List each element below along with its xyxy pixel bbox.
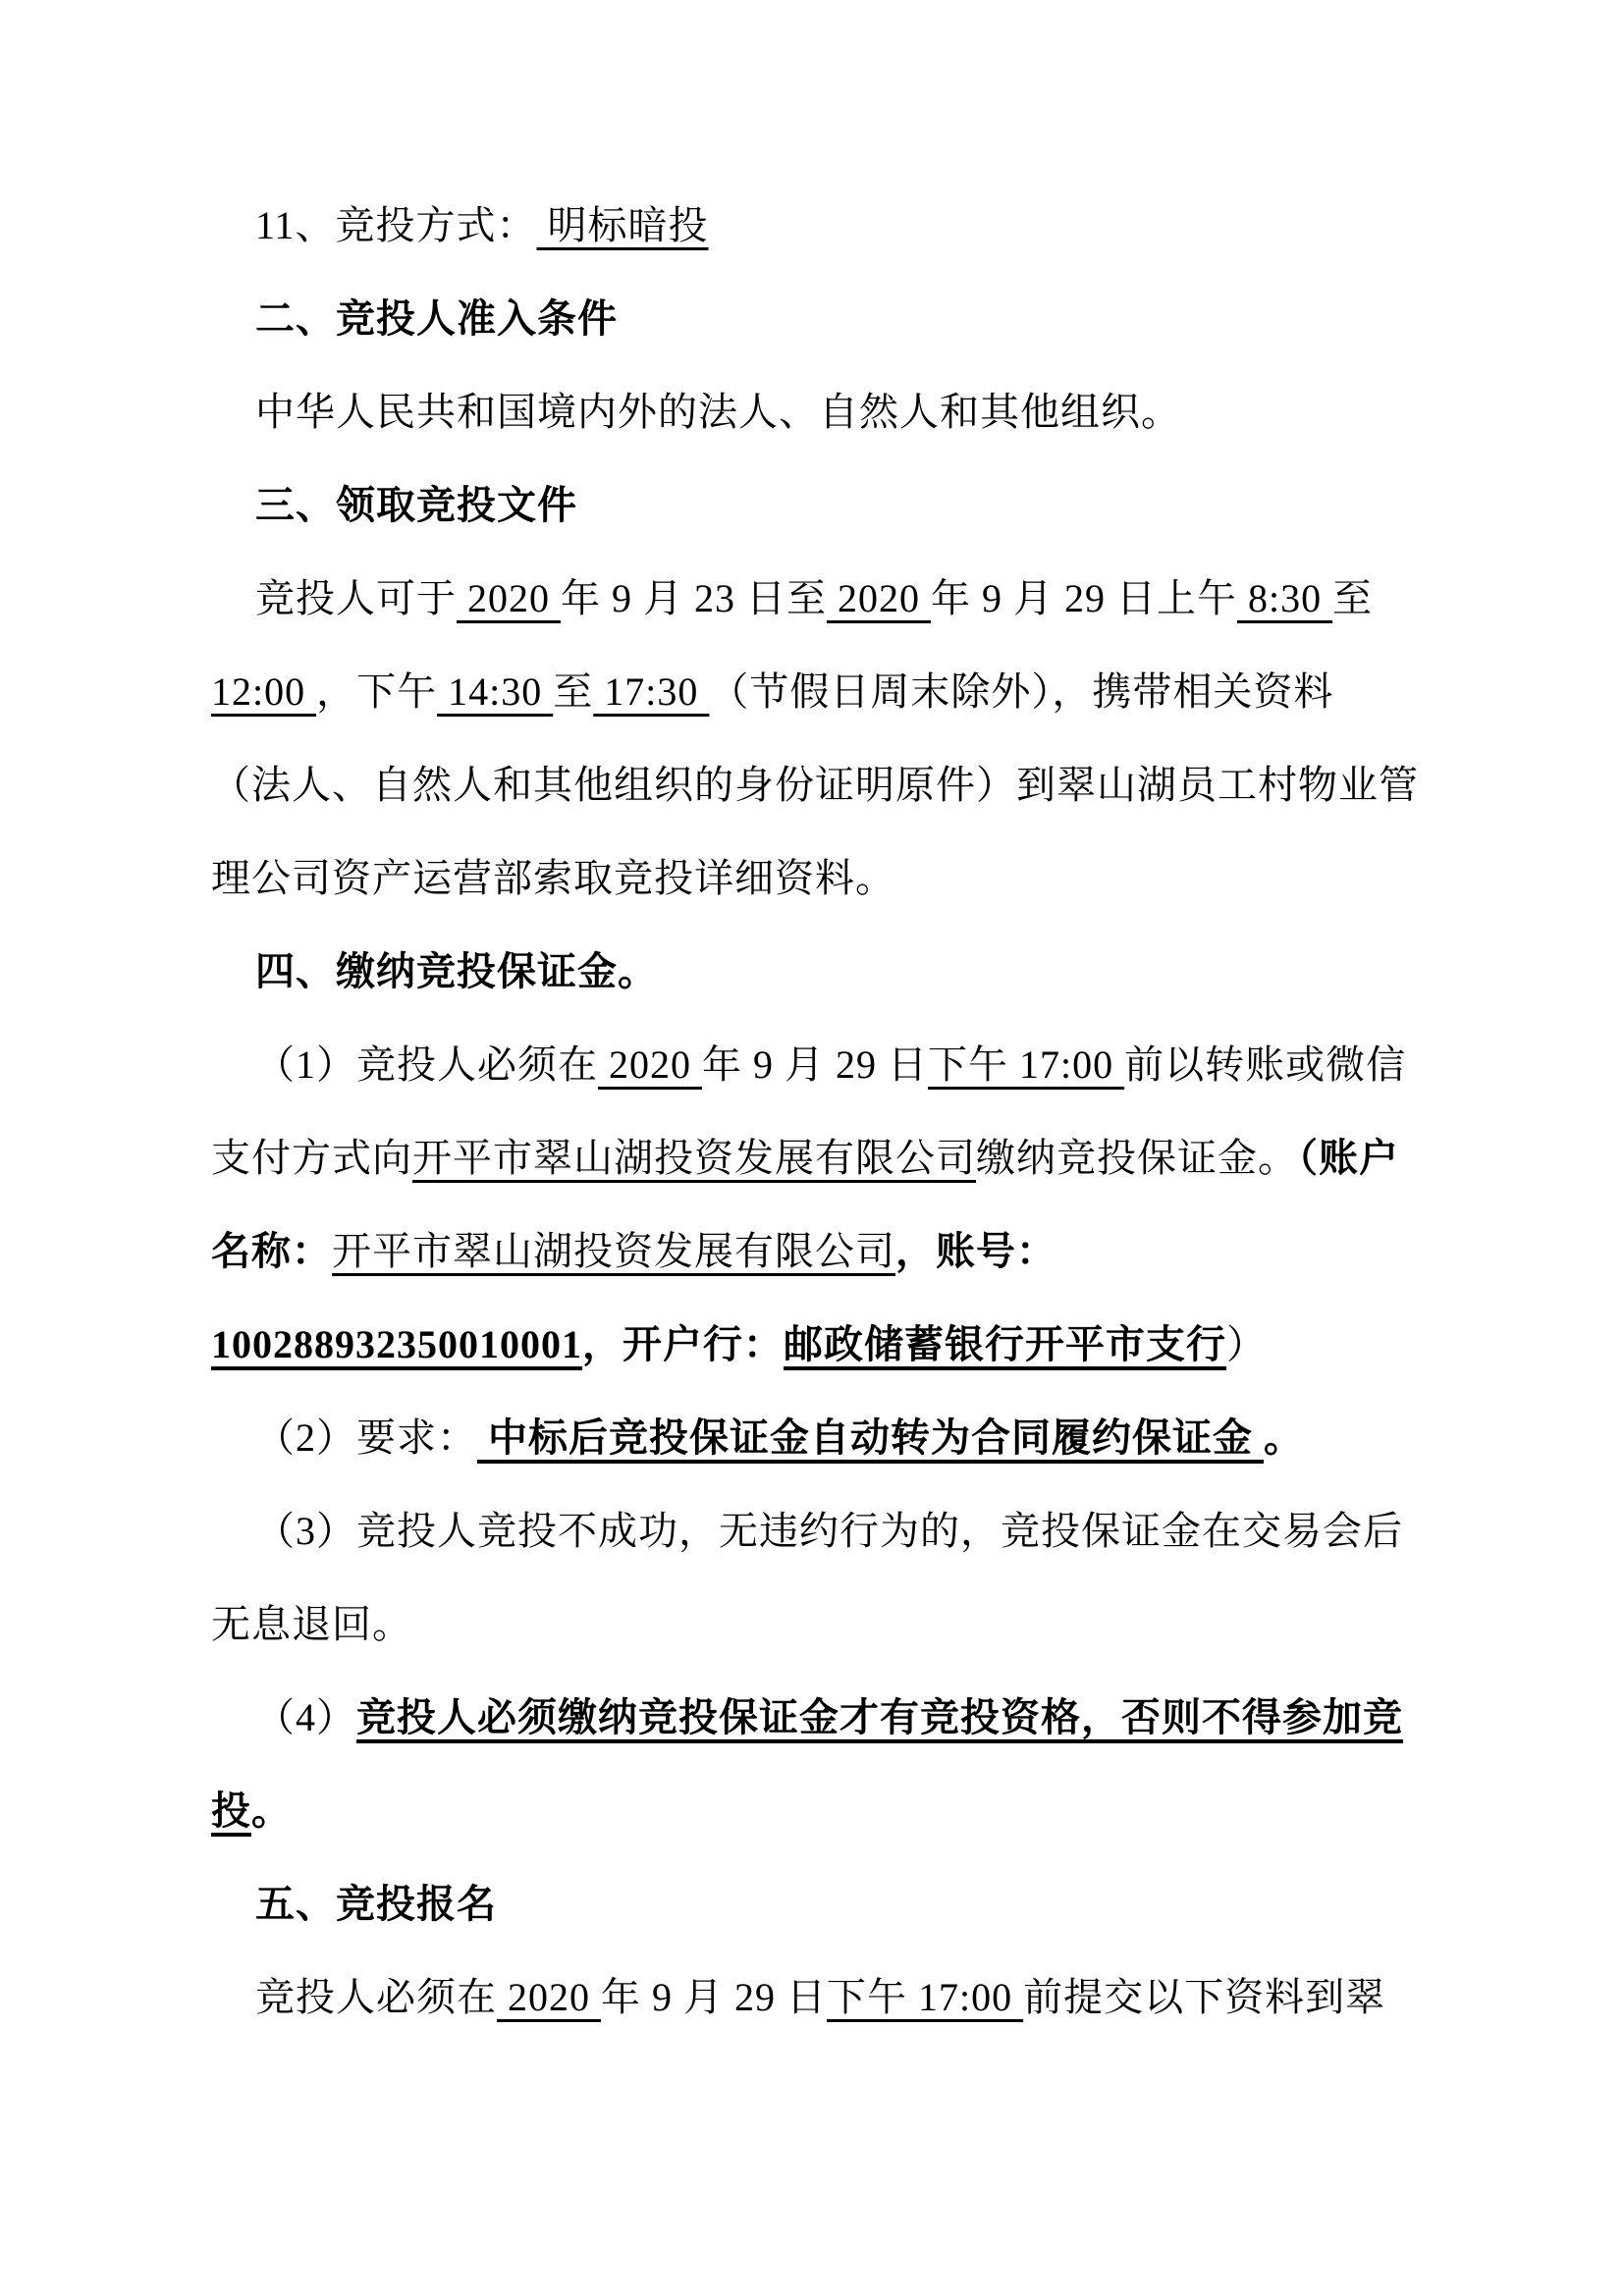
text-run: 支付方式向 (211, 1136, 412, 1180)
text-run: 前以转账或微信 (1124, 1042, 1407, 1087)
text-run: 竞投人必须在 (255, 1975, 497, 2019)
heading-text: 四、缴纳竞投保证金 (255, 949, 618, 993)
heading-text: 三、领取竞投文件 (255, 483, 577, 527)
text-run-bold: 。 (1264, 1415, 1304, 1460)
text-run: ，下午 (316, 669, 438, 714)
text-run-underlined: 14:30 (437, 669, 554, 714)
text-run-underlined: 12:00 (211, 669, 317, 714)
text-run-underlined: 2020 (598, 1042, 702, 1087)
text-run-underlined: 8:30 (1237, 576, 1333, 620)
text-run-underlined: 下午 17:00 (928, 1042, 1125, 1087)
text-run: 年 9 月 29 日上午 (931, 576, 1237, 620)
text-run: （2）要求： (255, 1415, 477, 1460)
line-item-11 (211, 179, 1429, 272)
text-run: 至 (553, 669, 594, 714)
text-run: （4） (255, 1695, 356, 1739)
text-run: 年 9 月 29 日 (601, 1975, 827, 2019)
text-run: ） (1226, 1322, 1267, 1366)
paragraph-line (211, 365, 1429, 458)
text-run: 理公司资产运营部索取竞投详细资料。 (211, 856, 895, 900)
text-run-bold: ，开户行： (582, 1322, 784, 1366)
paragraph-line (211, 831, 1429, 925)
text-run: （3）竞投人竞投不成功，无违约行为的，竞投保证金在交易会后 (255, 1509, 1403, 1553)
text-run-bold: 名称： (211, 1229, 332, 1273)
text-run-bold: （账户 (1298, 1136, 1399, 1180)
text-run: 前提交以下资料到翠 (1023, 1975, 1386, 2019)
text-run: 中华人民共和国境内外的法人、自然人和其他组织。 (255, 390, 1181, 434)
text-run-underlined: 2020 (457, 576, 561, 620)
paragraph-line (211, 1391, 1429, 1484)
text-run-underlined: 下午 17:00 (827, 1975, 1024, 2019)
paragraph-line (211, 1298, 1429, 1391)
text-run-bold-underlined: 竞投人必须缴纳竞投保证金才有竞投资格，否则不得参加竞 (356, 1695, 1403, 1739)
document-content (211, 179, 1429, 2044)
paragraph-line (211, 738, 1429, 831)
text-run: （法人、自然人和其他组织的身份证明原件）到翠山湖员工村物业管 (211, 763, 1419, 807)
text-run-bold-underlined: 投 (211, 1789, 251, 1833)
text-run-underlined: 明标暗投 (536, 203, 709, 247)
text-run: 11、竞投方式： (255, 203, 537, 247)
text-run: 年 9 月 23 日至 (561, 576, 827, 620)
text-run-bold: ，账号： (895, 1229, 1056, 1273)
bank-name: 邮政储蓄银行开平市支行 (784, 1322, 1226, 1366)
section-heading-3 (211, 458, 1429, 552)
text-run: 缴纳竞投保证金。 (976, 1136, 1298, 1180)
text-run-bold: 。 (251, 1789, 292, 1833)
text-run: （1）竞投人必须在 (255, 1042, 598, 1087)
paragraph-line (211, 1018, 1429, 1111)
paragraph-line (211, 1671, 1429, 1764)
paragraph-line (211, 1484, 1429, 1577)
paragraph-line (211, 645, 1429, 738)
section-heading-2 (211, 272, 1429, 365)
text-run-underlined: 2020 (827, 576, 931, 620)
text-run-underlined: 开平市翠山湖投资发展有限公司 (332, 1229, 895, 1273)
text-run-bold-underlined: 中标后竞投保证金自动转为合同履约保证金 (477, 1415, 1264, 1460)
account-number: 100288932350010001 (211, 1322, 582, 1366)
text-run-underlined: 开平市翠山湖投资发展有限公司 (412, 1136, 976, 1180)
paragraph-line (211, 1577, 1429, 1671)
paragraph-line (211, 1950, 1429, 2044)
paragraph-line (211, 1204, 1429, 1298)
paragraph-line (211, 1111, 1429, 1204)
paragraph-line (211, 1764, 1429, 1857)
text-run-underlined: 17:30 (593, 669, 710, 714)
heading-text: 二、竞投人准入条件 (255, 296, 618, 341)
text-run-underlined: 2020 (497, 1975, 601, 2019)
text-run: （节假日周末除外），携带相关资料 (709, 669, 1334, 714)
section-heading-5 (211, 1857, 1429, 1950)
paragraph-line (211, 552, 1429, 645)
section-heading-4 (211, 925, 1429, 1018)
heading-text: 五、竞投报名 (255, 1882, 497, 1926)
text-run: 竞投人可于 (255, 576, 457, 620)
text-run: 至 (1332, 576, 1374, 620)
text-run: 无息退回。 (211, 1602, 412, 1646)
text-run: 年 9 月 29 日 (702, 1042, 928, 1087)
text-run: 。 (618, 949, 658, 993)
